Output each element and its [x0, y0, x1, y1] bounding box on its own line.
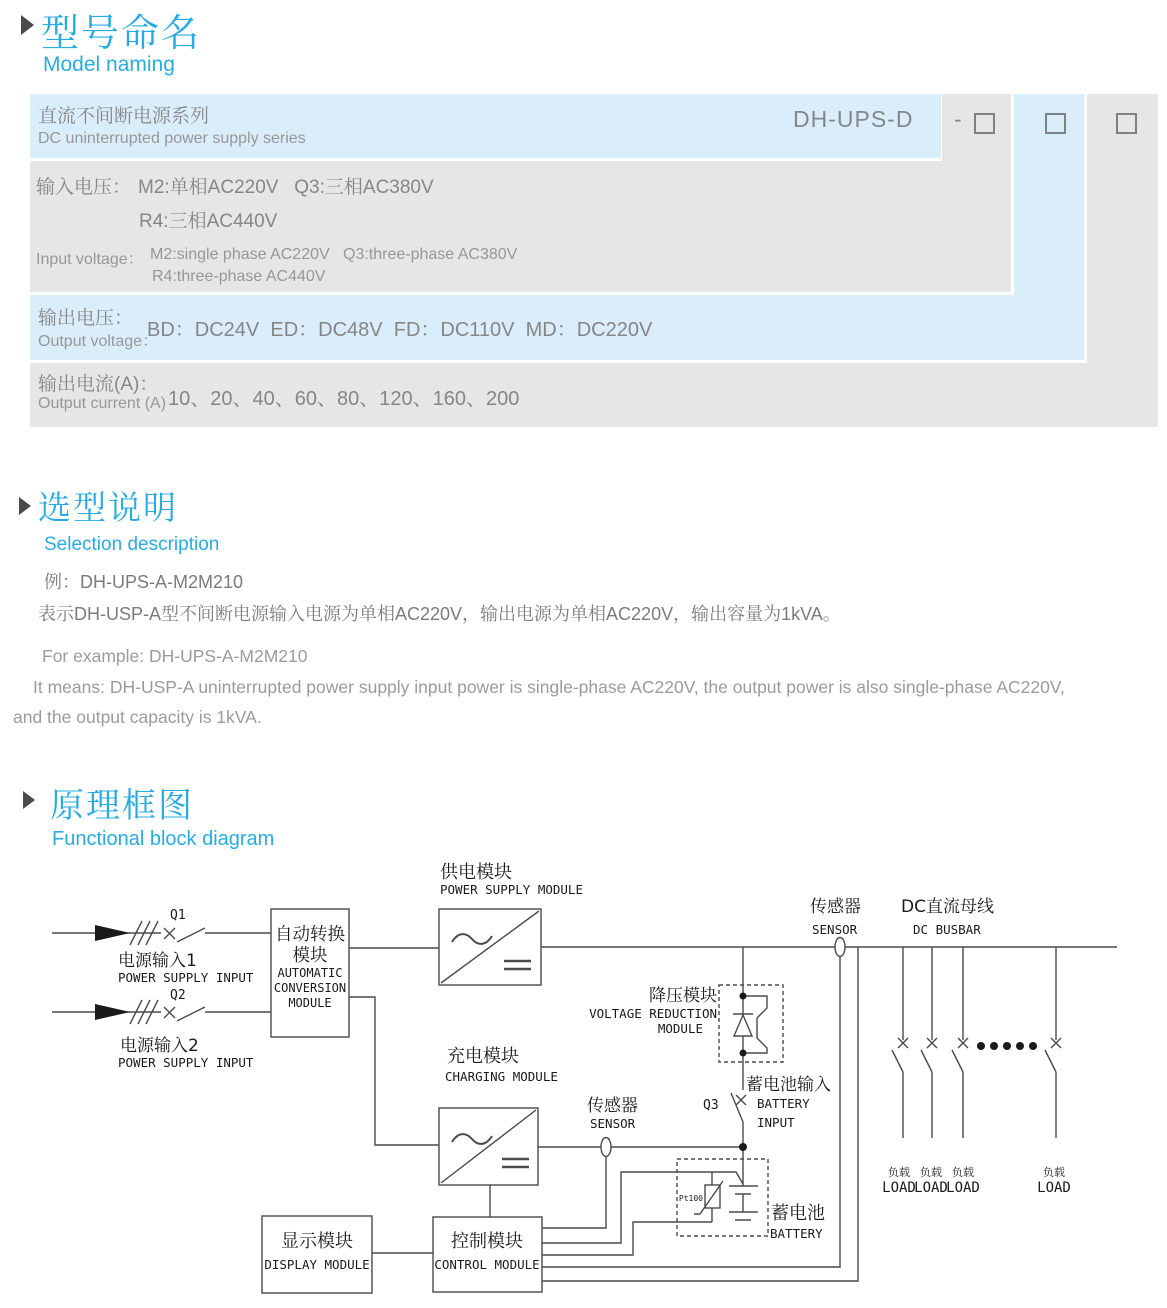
power-input1-label-zh: 电源输入1 [118, 951, 197, 971]
diode-triangle [734, 1015, 752, 1036]
display-module-box [262, 1216, 372, 1293]
load-branch-2 [921, 947, 937, 1138]
q3-x-mark [736, 1095, 746, 1105]
power-supply-module-label-zh: 供电模块 [440, 862, 512, 883]
bus-sensor-label-zh: 传感器 [810, 897, 861, 917]
load2-label-zh: 负载 [920, 1166, 942, 1179]
input-voltage-en-line2: R4:three-phase AC440V [152, 268, 326, 285]
charge-sensor-label-en: SENSOR [590, 1116, 636, 1131]
section2-subtitle: Selection description [44, 534, 220, 555]
auto-conversion-label-en3: MODULE [288, 996, 332, 1010]
model-placeholder-box-1 [974, 113, 995, 134]
input1-arrow-icon [95, 925, 130, 941]
voltage-reduction-label-en2: MODULE [657, 1021, 703, 1036]
load4-label-en: LOAD [1037, 1180, 1071, 1196]
section1-bullet-icon [21, 15, 34, 35]
breaker-q1-label: Q1 [170, 908, 186, 923]
battery-label-en: BATTERY [770, 1226, 823, 1241]
sensor2-control-wire [542, 1155, 606, 1228]
battery-label-zh: 蓄电池 [771, 1203, 825, 1224]
output-current-value: 10、20、40、60、80、120、160、200 [168, 388, 520, 410]
section3-subtitle: Functional block diagram [52, 828, 275, 850]
charging-module-label-en: CHARGING MODULE [445, 1069, 558, 1084]
battery-input-label-zh: 蓄电池输入 [746, 1075, 831, 1095]
selection-desc-en-line1: It means: DH-USP-A uninterrupted power supply input power is single-phase AC220V, the output power is also single-phase AC220V, [33, 677, 1065, 697]
section1-subtitle: Model naming [43, 53, 175, 76]
voltage-reduction-label-zh: 降压模块 [649, 986, 717, 1006]
load2-label-en: LOAD [914, 1180, 948, 1196]
display-module-label-zh: 显示模块 [281, 1231, 353, 1252]
pt100-control-wire [542, 1222, 712, 1255]
auto-conversion-label-en2: CONVERSION [273, 981, 347, 995]
input-voltage-label-en: Input voltage： [36, 251, 144, 268]
bus-sensor-icon [835, 938, 845, 957]
selection-desc-zh: 表示DH-USP-A型不间断电源输入电源为单相AC220V，输出电源为单相AC220V，输出容量为1kVA。 [38, 604, 841, 624]
ellipsis-dot [977, 1042, 985, 1050]
voltage-reduction-label-en1: VOLTAGE REDUCTION [589, 1006, 717, 1021]
load3-label-en: LOAD [946, 1180, 980, 1196]
ellipsis-dot [1016, 1042, 1024, 1050]
input-voltage-zh-line1: M2:单相AC220V Q3:三相AC380V [138, 177, 434, 198]
output-current-label-en: Output current (A) [38, 395, 167, 412]
selection-desc-en-line2: and the output capacity is 1kVA. [13, 707, 262, 727]
pt100-label: Pt100 [678, 1194, 703, 1203]
input2-arrow-icon [95, 1004, 130, 1020]
series-name-en: DC uninterrupted power supply series [38, 130, 306, 147]
auto-conversion-label-zh1: 自动转换 [275, 925, 345, 945]
junction-dot [740, 1050, 747, 1057]
control-module-label-en: CONTROL MODULE [434, 1257, 540, 1272]
load-branch-3 [952, 947, 968, 1138]
input1-breaker-blade [177, 928, 271, 942]
series-name-zh: 直流不间断电源系列 [38, 106, 210, 127]
model-code: DH-UPS-D [793, 106, 914, 132]
load1-label-en: LOAD [882, 1180, 916, 1196]
auto-conversion-label-zh2: 模块 [292, 946, 328, 966]
breaker-q3-label: Q3 [703, 1098, 719, 1113]
ellipsis-dot [1029, 1042, 1037, 1050]
section1-title: 型号命名 [41, 13, 202, 55]
section2-title: 选型说明 [38, 489, 178, 526]
load3-label-zh: 负载 [952, 1166, 974, 1179]
selection-example-en: For example: DH-UPS-A-M2M210 [42, 646, 308, 666]
input-voltage-en-line1: M2:single phase AC220V Q3:three-phase AC380V [150, 246, 518, 263]
section2-bullet-icon [19, 497, 31, 515]
model-placeholder-box-2 [1045, 113, 1066, 134]
acm-to-charger-wire [349, 997, 439, 1145]
power-input1-label-en: POWER SUPPLY INPUT [118, 970, 254, 985]
dc-busbar-label-zh: DC直流母线 [901, 897, 994, 917]
load-branch-1 [892, 947, 908, 1138]
input2-breaker-blade [177, 1007, 271, 1021]
input1-x-mark [164, 928, 175, 939]
power-input2-label-en: POWER SUPPLY INPUT [118, 1055, 254, 1070]
charge-sensor-icon [601, 1138, 611, 1157]
ellipsis-dot [1003, 1042, 1011, 1050]
section3-title: 原理框图 [50, 787, 194, 825]
selection-example-zh: 例：DH-UPS-A-M2M210 [44, 572, 244, 592]
output-current-label-zh: 输出电流(A)： [38, 374, 159, 395]
load4-label-zh: 负载 [1043, 1166, 1065, 1179]
junction-dot [740, 993, 747, 1000]
charging-module-label-zh: 充电模块 [447, 1046, 519, 1067]
auto-conversion-label-en1: AUTOMATIC [277, 966, 343, 980]
junction-dot [739, 1143, 747, 1151]
load1-label-zh: 负载 [888, 1166, 910, 1179]
section3-bullet-icon [23, 791, 35, 809]
model-placeholder-box-3 [1116, 113, 1137, 134]
power-input2-label-zh: 电源输入2 [120, 1036, 199, 1056]
battery-input-label-en1: BATTERY [757, 1096, 810, 1111]
control-module-label-zh: 控制模块 [451, 1231, 523, 1252]
control-module-box [433, 1217, 542, 1292]
input-voltage-label-zh: 输入电压： [36, 177, 132, 198]
dc-busbar-label-en: DC BUSBAR [913, 922, 981, 937]
input2-x-mark [164, 1007, 175, 1018]
functional-block-diagram [30, 850, 1160, 1308]
output-voltage-label-en: Output voltage： [38, 333, 159, 350]
charge-sensor-label-zh: 传感器 [587, 1096, 638, 1116]
load-branch-4 [1045, 947, 1061, 1138]
battery-input-label-en2: INPUT [757, 1115, 795, 1130]
ellipsis-dot [990, 1042, 998, 1050]
breaker-q2-label: Q2 [170, 988, 186, 1003]
output-voltage-label-zh: 输出电压： [38, 308, 134, 329]
output-voltage-value: BD：DC24V ED：DC48V FD：DC110V MD：DC220V [147, 319, 653, 341]
model-dash: - [954, 106, 963, 132]
power-supply-module-label-en: POWER SUPPLY MODULE [440, 882, 583, 897]
bus-sensor-label-en: SENSOR [812, 922, 858, 937]
input-voltage-zh-line2: R4:三相AC440V [139, 211, 278, 232]
display-module-label-en: DISPLAY MODULE [264, 1257, 370, 1272]
